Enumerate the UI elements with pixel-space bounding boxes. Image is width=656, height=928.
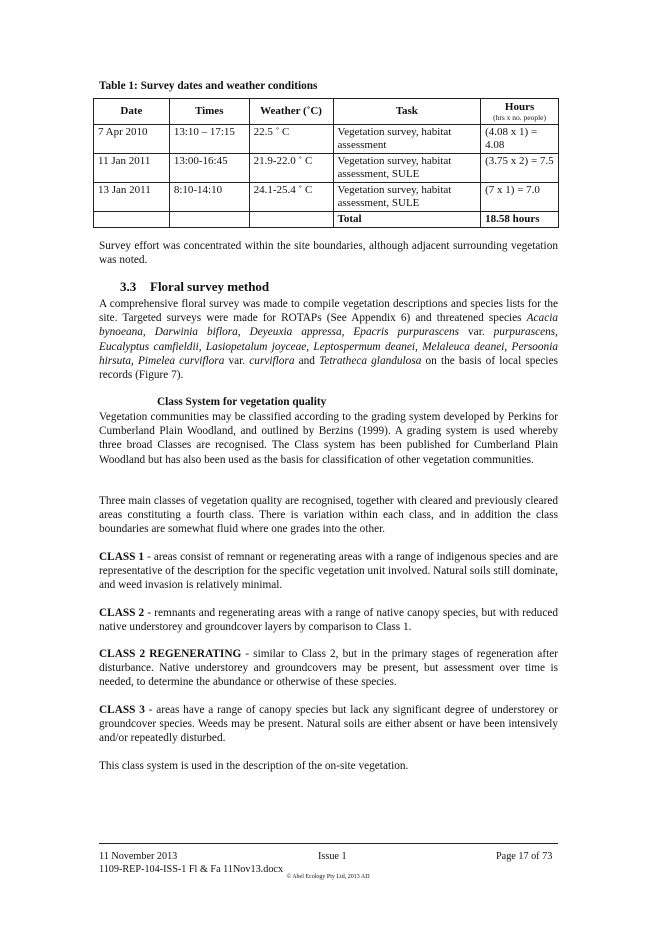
class-1-paragraph: CLASS 1 - areas consist of remnant or regenerating areas with a range of indigenous species and are representative of the description for the specific vegetation unit involved. Natural soils still dominate, and weed invasion is relatively minimal. bbox=[99, 551, 558, 592]
class-label: CLASS 3 bbox=[99, 704, 145, 716]
species-names: purpurascens, Eucalyptus camfieldii, Lasiopetalum joyceae, Leptospermum deanei, Melaleuca deanei, Persoonia hirsuta, Pimelea curviflora bbox=[99, 326, 558, 367]
header-task: Task bbox=[333, 99, 481, 125]
cell-weather: 24.1-25.4 ˚ C bbox=[249, 183, 333, 212]
floral-survey-paragraph: A comprehensive floral survey was made to compile vegetation descriptions and species lists for the site. Targeted surveys were made for ROTAPs (See Appendix 6) and threatened species Acacia bynoeana, Darwinia biflora, Deyeuxia appressa, Epacris purpurascens var. purpurascens, Eucalyptus camfieldii, Lasiopetalum joyceae, Leptospermum deanei, Melaleuca deanei, Persoonia hirsuta, Pimelea curviflora var. curviflora and Tetratheca glandulosa on the basis of local species records (Figure 7). bbox=[99, 298, 558, 382]
cell-empty bbox=[169, 212, 249, 228]
class-system-subheading: Class System for vegetation quality bbox=[157, 396, 327, 408]
cell-hours: (4.08 x 1) = 4.08 bbox=[481, 125, 559, 154]
species-names: curviflora bbox=[249, 354, 295, 367]
table-total-row bbox=[94, 212, 559, 228]
survey-table bbox=[93, 98, 559, 228]
header-hours bbox=[481, 99, 559, 125]
class-label: CLASS 1 bbox=[99, 551, 145, 563]
cell-date: 7 Apr 2010 bbox=[94, 125, 170, 154]
class-label: CLASS 2 bbox=[99, 607, 145, 619]
table-caption: Table 1: Survey dates and weather conditions bbox=[99, 80, 318, 92]
cell-hours: (3.75 x 2) = 7.5 bbox=[481, 154, 559, 183]
header-times: Times bbox=[169, 99, 249, 125]
table-header-row bbox=[94, 99, 559, 125]
three-classes-paragraph: Three main classes of vegetation quality are recognised, together with cleared and previously cleared areas constituting a fourth class. There is variation within each class, and in addition the class boundaries are somewhat fluid where one grades into the other. bbox=[99, 495, 558, 536]
cell-empty bbox=[94, 212, 170, 228]
cell-hours: (7 x 1) = 7.0 bbox=[481, 183, 559, 212]
cell-times: 13:00-16:45 bbox=[169, 154, 249, 183]
cell-task: Vegetation survey, habitat assessment, SULE bbox=[333, 154, 481, 183]
total-value: 18.58 hours bbox=[481, 212, 559, 228]
closing-paragraph: This class system is used in the description of the on-site vegetation. bbox=[99, 760, 409, 772]
cell-task: Vegetation survey, habitat assessment, SULE bbox=[333, 183, 481, 212]
header-date: Date bbox=[94, 99, 170, 125]
cell-date: 13 Jan 2011 bbox=[94, 183, 170, 212]
footer-page-number: Page 17 of 73 bbox=[496, 851, 553, 862]
header-hours-label: Hours bbox=[504, 101, 535, 113]
table-row bbox=[94, 125, 559, 154]
copyright-notice: © Abel Ecology Pty Ltd, 2013 AD bbox=[286, 874, 370, 880]
cell-weather: 21.9-22.0 ˚ C bbox=[249, 154, 333, 183]
header-hours-sub: (hrs x no. people) bbox=[493, 113, 547, 122]
cell-times: 8:10-14:10 bbox=[169, 183, 249, 212]
table-row bbox=[94, 183, 559, 212]
cell-weather: 22.5 ˚ C bbox=[249, 125, 333, 154]
section-title: Floral survey method bbox=[150, 279, 270, 294]
footer-doc-reference: 1109-REP-104-ISS-1 Fl & Fa 11Nov13.docx bbox=[99, 864, 284, 875]
total-label: Total bbox=[333, 212, 481, 228]
footer-divider bbox=[99, 843, 558, 844]
species-names: Acacia bynoeana, Darwinia biflora, Deyeuxia appressa, Epacris purpurascens bbox=[99, 312, 558, 339]
class-intro-paragraph: Vegetation communities may be classified according to the grading system developed by Perkins for Cumberland Plain Woodland, and outlined by Berzins (1999). A grading system is used whereby three broad Classes are recognised. The Class system has been published for Cumberland Plain Woodland but has also been used as the basis for classification of other vegetation communities. bbox=[99, 411, 558, 466]
table-row bbox=[94, 154, 559, 183]
class-3-paragraph: CLASS 3 - areas have a range of canopy species but lack any significant degree of understorey or groundcover species. Weeds may be present. Natural soils are either absent or have been intensively and/or repeatedly disturbed. bbox=[99, 704, 559, 745]
cell-task: Vegetation survey, habitat assessment bbox=[333, 125, 481, 154]
cell-empty bbox=[249, 212, 333, 228]
class-2-paragraph: CLASS 2 - remnants and regenerating areas with a range of native canopy species, but with reduced native understorey and groundcover layers by comparison to Class 1. bbox=[99, 607, 558, 634]
species-names: Tetratheca glandulosa bbox=[319, 354, 422, 367]
class-2-regenerating-paragraph: CLASS 2 REGENERATING - similar to Class 2, but in the primary stages of regeneration after disturbance. Native understorey and groundcovers may be present, but assessment over time is needed, to determine the abundance or otherwise of these species. bbox=[99, 648, 559, 689]
cell-date: 11 Jan 2011 bbox=[94, 154, 170, 183]
footer-date: 11 November 2013 bbox=[99, 851, 178, 862]
section-number: 3.3 bbox=[120, 279, 137, 294]
header-weather: Weather (˚C) bbox=[249, 99, 333, 125]
footer-issue: Issue 1 bbox=[318, 851, 347, 862]
class-label: CLASS 2 REGENERATING bbox=[99, 648, 242, 660]
survey-effort-paragraph: Survey effort was concentrated within the site boundaries, although adjacent surrounding vegetation was noted. bbox=[99, 240, 558, 267]
section-heading bbox=[120, 279, 269, 295]
cell-times: 13:10 – 17:15 bbox=[169, 125, 249, 154]
